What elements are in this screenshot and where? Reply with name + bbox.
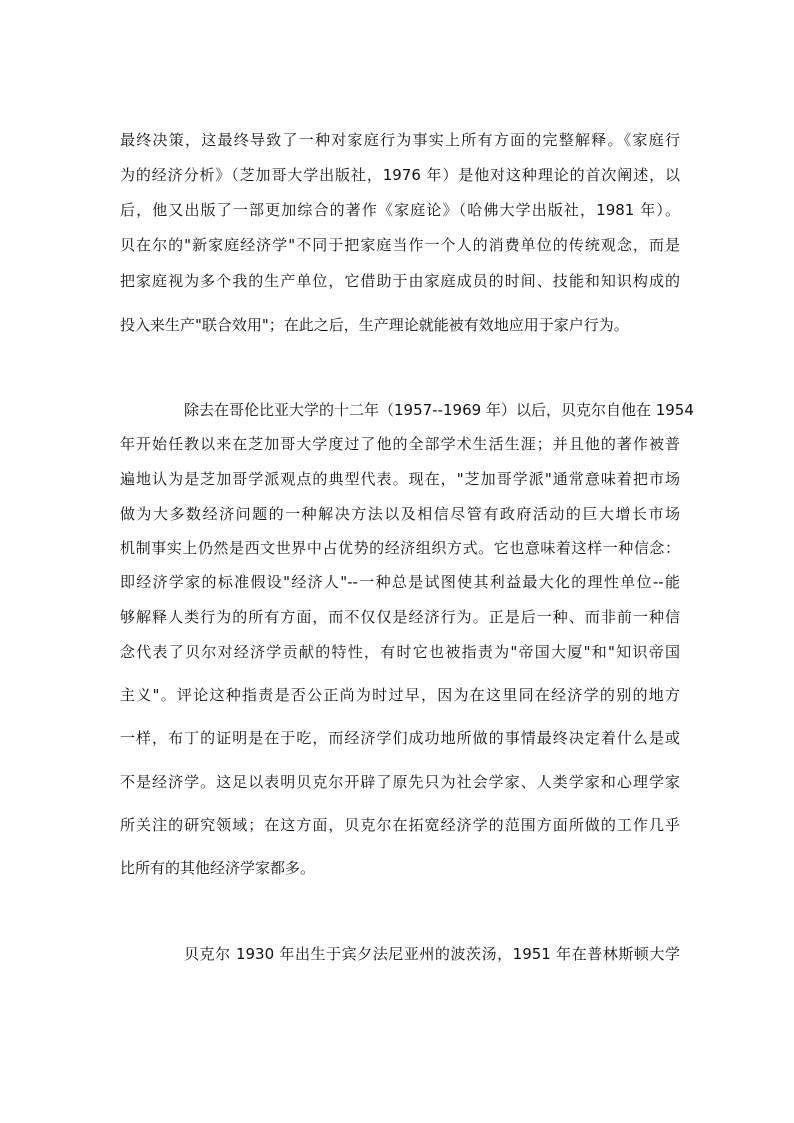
text-line: 贝在尔的"新家庭经济学"不同于把家庭当作一个人的消费单位的传统观念，而是 [120, 236, 680, 254]
text-line: 把家庭视为多个我的生产单位，它借助于由家庭成员的时间、技能和知识构成的 [120, 272, 680, 290]
text-line: 遍地认为是芝加哥学派观点的典型代表。现在，"芝加哥学派"通常意味着把市场 [120, 470, 680, 488]
text-line: 后，他又出版了一部更加综合的著作《家庭论》（哈佛大学出版社，1981 年）。 [120, 201, 680, 219]
text-line: 一样，布丁的证明是在于吃，而经济学们成功地所做的事情最终决定着什么是或 [120, 729, 680, 747]
text-line: 所关注的研究领域；在这方面，贝克尔在拓宽经济学的范围方面所做的工作几乎 [120, 816, 680, 834]
text-line: 贝克尔 1930 年出生于宾夕法尼亚州的波茨汤，1951 年在普林斯顿大学 [184, 945, 680, 963]
text-line: 即经济学家的标准假设"经济人"--一种总是试图使其利益最大化的理性单位--能 [120, 573, 680, 591]
text-line: 主义"。评论这种指责是否公正尚为时过早，因为在这里同在经济学的别的地方 [120, 686, 680, 704]
text-line: 念代表了贝尔对经济学贡献的特性，有时它也被指责为"帝国大厦"和"知识帝国 [120, 643, 680, 661]
text-line: 机制事实上仍然是西文世界中占优势的经济组织方式。它也意味着这样一种信念： [120, 539, 680, 557]
text-line: 最终决策，这最终导致了一种对家庭行为事实上所有方面的完整解释。《家庭行 [120, 131, 680, 149]
text-line: 比所有的其他经济学家都多。 [120, 859, 316, 877]
text-line: 做为大多数经济问题的一种解决方法以及相信尽管有政府活动的巨大增长市场 [120, 505, 680, 523]
text-line: 不是经济学。这足以表明贝克尔开辟了原先只为社会学家、人类学家和心理学家 [120, 773, 680, 791]
text-line: 投入来生产"联合效用"；在此之后，生产理论就能被有效地应用于家户行为。 [120, 316, 629, 334]
text-line: 为的经济分析》（芝加哥大学出版社，1976 年）是他对这种理论的首次阐述，以 [120, 166, 680, 184]
text-line: 够解释人类行为的所有方面，而不仅仅是经济行为。正是后一种、而非前一种信 [120, 608, 680, 626]
text-line: 年开始任教以来在芝加哥大学度过了他的全部学术生活生涯；并且他的著作被普 [120, 435, 680, 453]
text-line: 除去在哥伦比亚大学的十二年（1957--1969 年）以后，贝克尔自他在 1954 [184, 401, 694, 419]
